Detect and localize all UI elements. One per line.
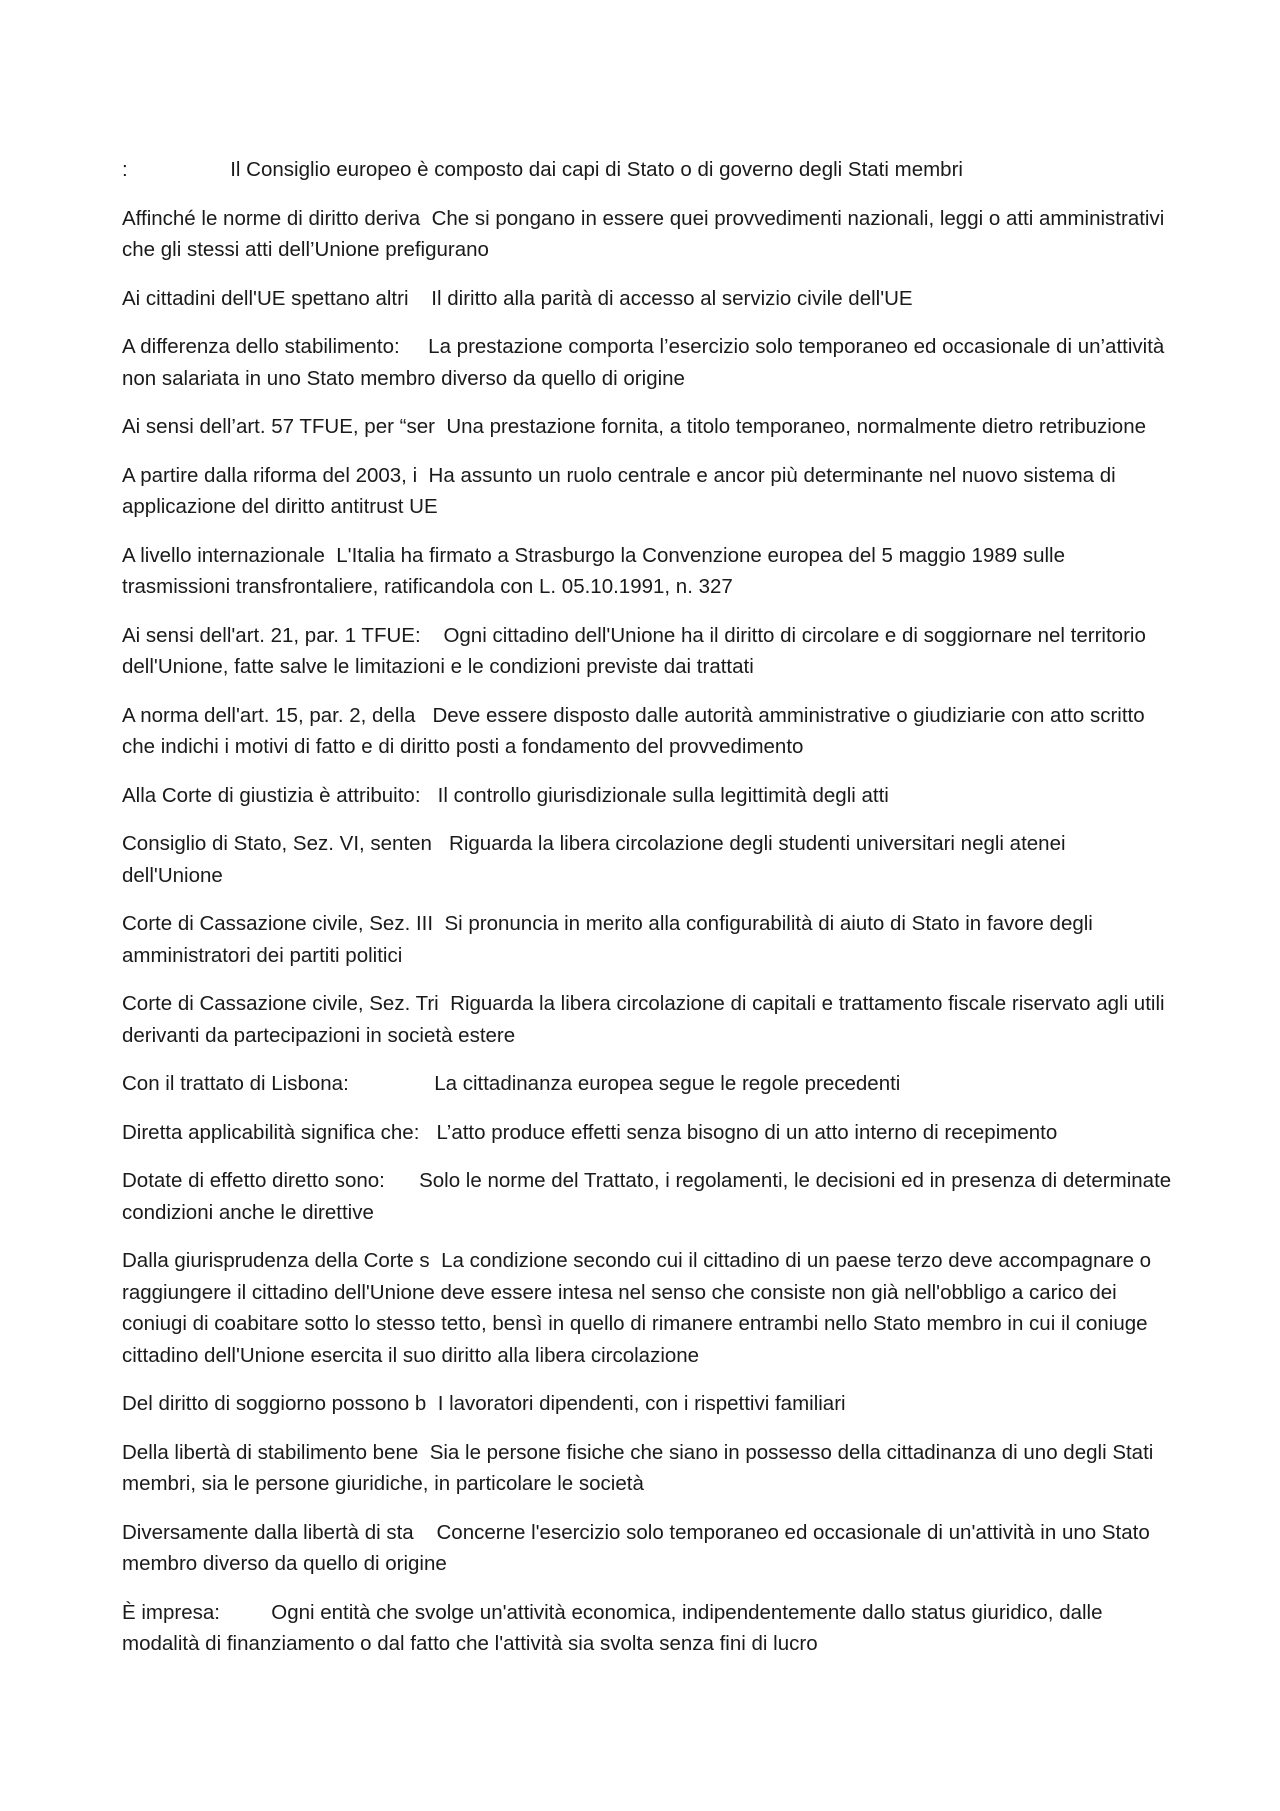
separator [421, 784, 438, 807]
qa-entry [122, 908, 1172, 971]
separator [433, 912, 444, 935]
separator [349, 1072, 434, 1095]
separator [430, 1249, 441, 1272]
qa-entry [122, 700, 1172, 763]
qa-entry [122, 780, 1172, 812]
qa-entry [122, 540, 1172, 603]
answer-text: Ogni entità che svolge un'attività economica, indipendentemente dallo status giuridico, dalle modalità di finanziamento o dal fatto che l'attività sia svolta senza fini di lucro [122, 1600, 1109, 1655]
separator [435, 415, 446, 438]
answer-text: Sia le persone fisiche che siano in possesso della cittadinanza di uno degli Stati membri, sia le persone giuridiche, in particolare le società [122, 1440, 1160, 1495]
answer-text: La condizione secondo cui il cittadino di un paese terzo deve accompagnare o raggiungere il cittadino dell'Unione deve essere intesa nel senso che consiste non già nell'obbligo a carico dei coniugi di coabitare sotto lo stesso tetto, bensì in quello di rimanere entrambi nello Stato membro in cui il coniuge cittadino dell'Unione esercita il suo diritto alla libera circolazione [122, 1249, 1157, 1367]
answer-text: Riguarda la libera circolazione degli studenti universitari negli atenei dell'Unione [122, 832, 1072, 887]
separator [418, 1441, 429, 1464]
question-text: Alla Corte di giustizia è attribuito: [122, 783, 421, 807]
question-text: A livello internazionale [122, 543, 325, 567]
question-text: Corte di Cassazione civile, Sez. III [122, 912, 434, 935]
answer-text: Il Consiglio europeo è composto dai capi di Stato o di governo degli Stati membri [230, 158, 963, 181]
question-text: Della libertà di stabilimento bene [122, 1440, 419, 1464]
qa-entry [122, 154, 1172, 186]
separator [426, 1392, 437, 1415]
question-text: : [122, 158, 128, 181]
question-text: Diretta applicabilità significa che: [122, 1120, 420, 1144]
answer-text: Si pronuncia in merito alla configurabilità di aiuto di Stato in favore degli amministratori dei partiti politici [122, 912, 1099, 967]
separator [432, 832, 449, 855]
qa-entry [122, 1117, 1172, 1149]
separator [325, 544, 336, 567]
separator [417, 464, 428, 487]
question-text: Ai cittadini dell'UE spettano altri [122, 286, 409, 310]
question-text: A differenza dello stabilimento: [122, 335, 400, 358]
answer-text: Concerne l'esercizio solo temporaneo ed occasionale di un'attività in uno Stato membro diverso da quello di origine [122, 1520, 1156, 1575]
qa-entry [122, 620, 1172, 683]
separator [409, 287, 432, 310]
question-text: Corte di Cassazione civile, Sez. Tri [122, 992, 439, 1015]
question-text: A norma dell'art. 15, par. 2, della [122, 703, 416, 727]
qa-entry [122, 1165, 1177, 1228]
separator [421, 624, 444, 647]
answer-text: La prestazione comporta l’esercizio solo temporaneo ed occasionale di un’attività non salariata in uno Stato membro diverso da quello di origine [122, 335, 1171, 390]
qa-entry [122, 1245, 1172, 1371]
qa-entry [122, 203, 1172, 266]
qa-entry [122, 331, 1172, 394]
qa-entry [122, 1597, 1172, 1660]
question-text: È impresa: [122, 1600, 220, 1624]
answer-text: Una prestazione fornita, a titolo temporaneo, normalmente dietro retribuzione [446, 415, 1147, 438]
question-text: Del diritto di soggiorno possono b [122, 1392, 427, 1415]
answer-text: Ogni cittadino dell'Unione ha il diritto di circolare e di soggiornare nel territorio dell'Unione, fatte salve le limitazioni e le condizioni previste dai trattati [122, 623, 1152, 678]
separator [415, 704, 432, 727]
qa-entry [122, 1388, 1172, 1420]
qa-entry [122, 1517, 1172, 1580]
question-text: Ai sensi dell’art. 57 TFUE, per “ser [122, 415, 435, 438]
separator [220, 1601, 271, 1624]
answer-text: Che si pongano in essere quei provvedimenti nazionali, leggi o atti amministrativi che gli stessi atti dell’Unione prefigurano [122, 206, 1170, 261]
answer-text: Ha assunto un ruolo centrale e ancor più determinante nel nuovo sistema di applicazione del diritto antitrust UE [122, 463, 1122, 518]
qa-entry [122, 411, 1172, 443]
qa-list [122, 154, 1177, 1677]
question-text: Dotate di effetto diretto sono: [122, 1169, 385, 1192]
answer-text: Il diritto alla parità di accesso al servizio civile dell'UE [431, 286, 913, 310]
qa-entry [122, 828, 1172, 891]
separator [128, 158, 231, 181]
separator [439, 992, 450, 1015]
answer-text: L'Italia ha firmato a Strasburgo la Convenzione europea del 5 maggio 1989 sulle trasmissioni transfrontaliere, ratificandola con L. 05.10.1991, n. 327 [122, 543, 1071, 598]
qa-entry [122, 1068, 1172, 1100]
answer-text: Riguarda la libera circolazione di capitali e trattamento fiscale riservato agli utili derivanti da partecipazioni in società estere [122, 992, 1171, 1047]
answer-text: Deve essere disposto dalle autorità amministrative o giudiziarie con atto scritto che indichi i motivi di fatto e di diritto posti a fondamento del provvedimento [122, 703, 1151, 758]
answer-text: La cittadinanza europea segue le regole precedenti [434, 1072, 901, 1095]
question-text: Ai sensi dell'art. 21, par. 1 TFUE: [122, 623, 421, 647]
answer-text: L’atto produce effetti senza bisogno di un atto interno di recepimento [436, 1120, 1058, 1144]
question-text: Consiglio di Stato, Sez. VI, senten [122, 832, 432, 855]
question-text: A partire dalla riforma del 2003, i [122, 463, 418, 487]
qa-entry [122, 1437, 1172, 1500]
question-text: Diversamente dalla libertà di sta [122, 1520, 414, 1544]
qa-entry [122, 460, 1172, 523]
question-text: Con il trattato di Lisbona: [122, 1072, 349, 1095]
answer-text: Il controllo giurisdizionale sulla legittimità degli atti [437, 783, 889, 807]
separator [385, 1169, 419, 1192]
separator [419, 1121, 436, 1144]
question-text: Dalla giurisprudenza della Corte s [122, 1249, 430, 1272]
qa-entry [122, 283, 1172, 315]
separator [420, 207, 431, 230]
answer-text: Solo le norme del Trattato, i regolamenti, le decisioni ed in presenza di determinate condizioni anche le direttive [122, 1169, 1177, 1224]
separator [414, 1521, 437, 1544]
qa-entry [122, 988, 1172, 1051]
answer-text: I lavoratori dipendenti, con i rispettivi familiari [437, 1392, 846, 1415]
question-text: Affinché le norme di diritto deriva [122, 206, 421, 230]
separator [400, 335, 428, 358]
